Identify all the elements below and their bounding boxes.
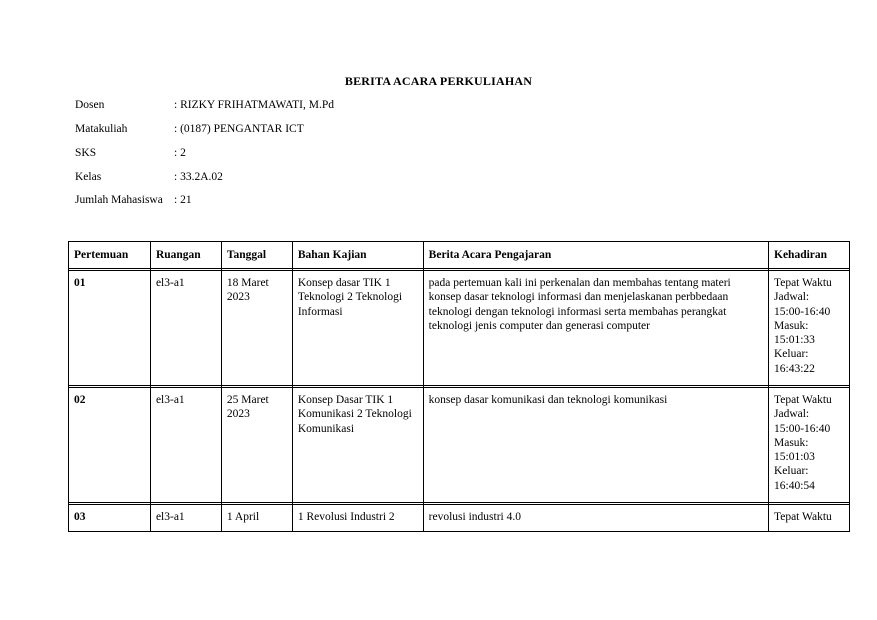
info-label: Jumlah Mahasiswa [75, 194, 163, 206]
kehadiran-status: Tepat Waktu [774, 511, 832, 523]
table-header-row [69, 242, 850, 269]
kehadiran-label: Keluar: [774, 465, 809, 478]
cell-kehadiran [769, 505, 850, 532]
info-label: Dosen [75, 99, 105, 111]
info-value: : (0187) PENGANTAR ICT [174, 123, 304, 135]
kehadiran-value: 15:00-16:40 [774, 305, 831, 318]
info-label: Matakuliah [75, 123, 128, 135]
info-value: : 21 [174, 194, 192, 206]
table-row [69, 505, 850, 532]
kehadiran-label: Jadwal: [774, 291, 810, 304]
kehadiran-label: Keluar: [774, 348, 809, 361]
kehadiran-label: Jadwal: [774, 408, 810, 421]
cell-ruangan: el3-a1 [150, 505, 221, 532]
kehadiran-value: 16:43:22 [774, 362, 815, 375]
cell-berita-acara: revolusi industri 4.0 [423, 505, 768, 532]
kehadiran-label: Masuk: [774, 319, 809, 332]
header-berita-acara: Berita Acara Pengajaran [423, 242, 768, 269]
cell-bahan-kajian: Konsep dasar TIK 1 Teknologi 2 Teknologi Informasi [292, 271, 423, 386]
kehadiran-value: 15:01:33 [774, 334, 815, 347]
info-value: : 2 [174, 147, 186, 159]
info-label: Kelas [75, 171, 102, 183]
kehadiran-status: Tepat Waktu [774, 277, 832, 289]
table-row [69, 388, 850, 503]
kehadiran-value: 16:40:54 [774, 479, 815, 492]
info-row-dosen [75, 99, 334, 111]
cell-berita-acara: konsep dasar komunikasi dan teknologi komunikasi [423, 388, 768, 503]
cell-pertemuan: 01 [69, 271, 151, 386]
cell-tanggal: 25 Maret 2023 [221, 388, 292, 503]
kehadiran-status: Tepat Waktu [774, 394, 832, 406]
header-tanggal: Tanggal [221, 242, 292, 269]
header-pertemuan: Pertemuan [69, 242, 151, 269]
info-row-matakuliah [75, 123, 304, 135]
cell-pertemuan: 03 [69, 505, 151, 532]
attendance-table [68, 241, 850, 532]
cell-berita-acara: pada pertemuan kali ini perkenalan dan membahas tentang materi konsep dasar teknologi informasi dan menjelaskanan perbbedaan teknologi dengan teknologi informasi serta membahas perangkat teknologi jenis computer dan generasi computer [423, 271, 768, 386]
info-row-kelas [75, 171, 223, 183]
info-value: : RIZKY FRIHATMAWATI, M.Pd [174, 99, 334, 111]
header-kehadiran: Kehadiran [769, 242, 850, 269]
cell-kehadiran [769, 271, 850, 386]
info-row-sks [75, 147, 186, 159]
header-ruangan: Ruangan [150, 242, 221, 269]
cell-ruangan: el3-a1 [150, 388, 221, 503]
kehadiran-value: 15:00-16:40 [774, 422, 831, 435]
document-title: BERITA ACARA PERKULIAHAN [344, 74, 533, 88]
table-row [69, 271, 850, 386]
cell-pertemuan: 02 [69, 388, 151, 503]
kehadiran-value: 15:01:03 [774, 451, 815, 464]
info-row-jumlah-mahasiswa [75, 194, 192, 206]
info-label: SKS [75, 147, 97, 159]
kehadiran-label: Masuk: [774, 436, 809, 449]
cell-kehadiran [769, 388, 850, 503]
cell-tanggal: 18 Maret 2023 [221, 271, 292, 386]
cell-tanggal: 1 April [221, 505, 292, 532]
header-bahan-kajian: Bahan Kajian [292, 242, 423, 269]
cell-ruangan: el3-a1 [150, 271, 221, 386]
cell-bahan-kajian: Konsep Dasar TIK 1 Komunikasi 2 Teknologi Komunikasi [292, 388, 423, 503]
cell-bahan-kajian: 1 Revolusi Industri 2 [292, 505, 423, 532]
info-value: : 33.2A.02 [174, 171, 223, 183]
